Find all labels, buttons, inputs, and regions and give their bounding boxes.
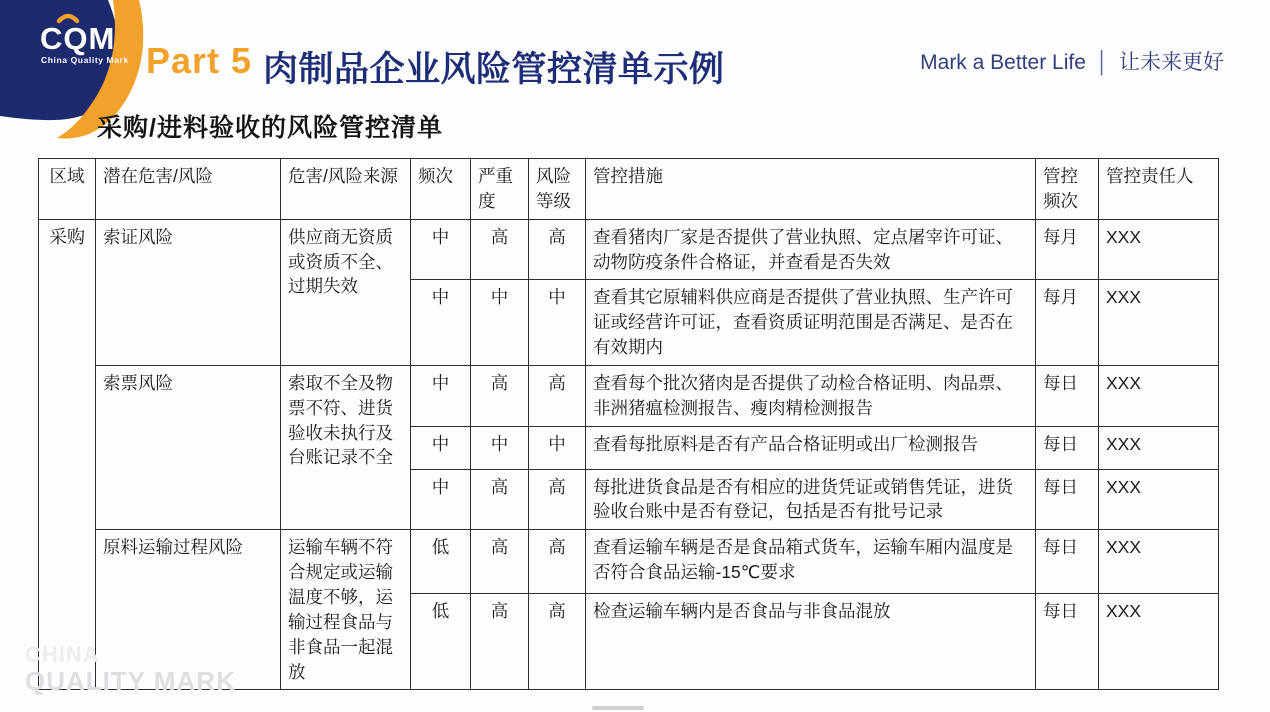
table-row [39, 530, 1219, 594]
ctrl-freq-cell: 每日 [1036, 426, 1099, 469]
column-header: 危害/风险来源 [281, 159, 411, 220]
ctrl-freq-cell: 每日 [1036, 469, 1099, 530]
level-cell: 高 [529, 219, 586, 280]
watermark-line1: CHINA [25, 642, 100, 667]
page-title: 肉制品企业风险管控清单示例 [263, 50, 725, 89]
ctrl-freq-cell: 每月 [1036, 280, 1099, 366]
measure-cell: 查看其它原辅料供应商是否提供了营业执照、生产许可证或经营许可证，查看资质证明范围是否满足、是否在有效期内 [586, 280, 1036, 366]
table-body [39, 219, 1219, 690]
owner-cell: XXX [1099, 280, 1219, 366]
column-header: 频次 [411, 159, 471, 220]
watermark [25, 642, 236, 697]
severity-cell: 高 [471, 594, 529, 690]
column-header: 潜在危害/风险 [96, 159, 281, 220]
severity-cell: 高 [471, 530, 529, 594]
severity-cell: 高 [471, 365, 529, 426]
ctrl-freq-cell: 每日 [1036, 365, 1099, 426]
ctrl-freq-cell: 每日 [1036, 530, 1099, 594]
tagline-en: Mark a Better Life [920, 51, 1086, 74]
tagline-cn: 让未来更好 [1119, 51, 1224, 74]
column-header: 管控频次 [1036, 159, 1099, 220]
risk-control-table [38, 158, 1219, 690]
freq-cell: 低 [411, 594, 471, 690]
owner-cell: XXX [1099, 219, 1219, 280]
severity-cell: 高 [471, 219, 529, 280]
severity-cell: 高 [471, 469, 529, 530]
column-header: 严重度 [471, 159, 529, 220]
owner-cell: XXX [1099, 530, 1219, 594]
column-header: 风险等级 [529, 159, 586, 220]
owner-cell: XXX [1099, 365, 1219, 426]
freq-cell: 中 [411, 426, 471, 469]
severity-cell: 中 [471, 280, 529, 366]
part-label: Part 5 [146, 40, 253, 81]
ctrl-freq-cell: 每日 [1036, 594, 1099, 690]
freq-cell: 低 [411, 530, 471, 594]
level-cell: 中 [529, 426, 586, 469]
owner-cell: XXX [1099, 469, 1219, 530]
level-cell: 高 [529, 365, 586, 426]
freq-cell: 中 [411, 365, 471, 426]
table-header [39, 159, 1219, 220]
severity-cell: 中 [471, 426, 529, 469]
hazard-cell: 原料运输过程风险 [96, 530, 281, 690]
freq-cell: 中 [411, 280, 471, 366]
measure-cell: 查看每批原料是否有产品合格证明或出厂检测报告 [586, 426, 1036, 469]
source-cell: 供应商无资质或资质不全、过期失效 [281, 219, 411, 365]
header-row [39, 159, 1219, 220]
logo-text: CQM [40, 21, 116, 56]
freq-cell: 中 [411, 219, 471, 280]
ctrl-freq-cell: 每月 [1036, 219, 1099, 280]
source-cell: 运输车辆不符合规定或运输温度不够，运输过程食品与非食品一起混放 [281, 530, 411, 690]
level-cell: 高 [529, 594, 586, 690]
measure-cell: 每批进货食品是否有相应的进货凭证或销售凭证，进货验收台账中是否有登记，包括是否有批号记录 [586, 469, 1036, 530]
table-row [39, 219, 1219, 280]
logo-subtext: China Quality Mark [41, 55, 129, 65]
level-cell: 中 [529, 280, 586, 366]
level-cell: 高 [529, 469, 586, 530]
watermark-line2: QUALITY MARK [25, 666, 236, 697]
tagline-divider: │ [1095, 51, 1109, 74]
freq-cell: 中 [411, 469, 471, 530]
hazard-cell: 索证风险 [96, 219, 281, 365]
area-cell: 采购 [39, 219, 96, 690]
measure-cell: 检查运输车辆内是否食品与非食品混放 [586, 594, 1036, 690]
level-cell: 高 [529, 530, 586, 594]
column-header: 管控责任人 [1099, 159, 1219, 220]
brand-tagline [920, 46, 1224, 76]
owner-cell: XXX [1099, 594, 1219, 690]
measure-cell: 查看猪肉厂家是否提供了营业执照、定点屠宰许可证、动物防疫条件合格证，并查看是否失效 [586, 219, 1036, 280]
owner-cell: XXX [1099, 426, 1219, 469]
measure-cell: 查看运输车辆是否是食品箱式货车，运输车厢内温度是否符合食品运输-15℃要求 [586, 530, 1036, 594]
section-subtitle: 采购/进料验收的风险管控清单 [97, 114, 443, 142]
column-header: 管控措施 [586, 159, 1036, 220]
hazard-cell: 索票风险 [96, 365, 281, 529]
column-header: 区域 [39, 159, 96, 220]
source-cell: 索取不全及物票不符、进货验收未执行及台账记录不全 [281, 365, 411, 529]
footer-bar-artifact [592, 706, 644, 710]
measure-cell: 查看每个批次猪肉是否提供了动检合格证明、肉品票、非洲猪瘟检测报告、瘦肉精检测报告 [586, 365, 1036, 426]
table-row [39, 365, 1219, 426]
